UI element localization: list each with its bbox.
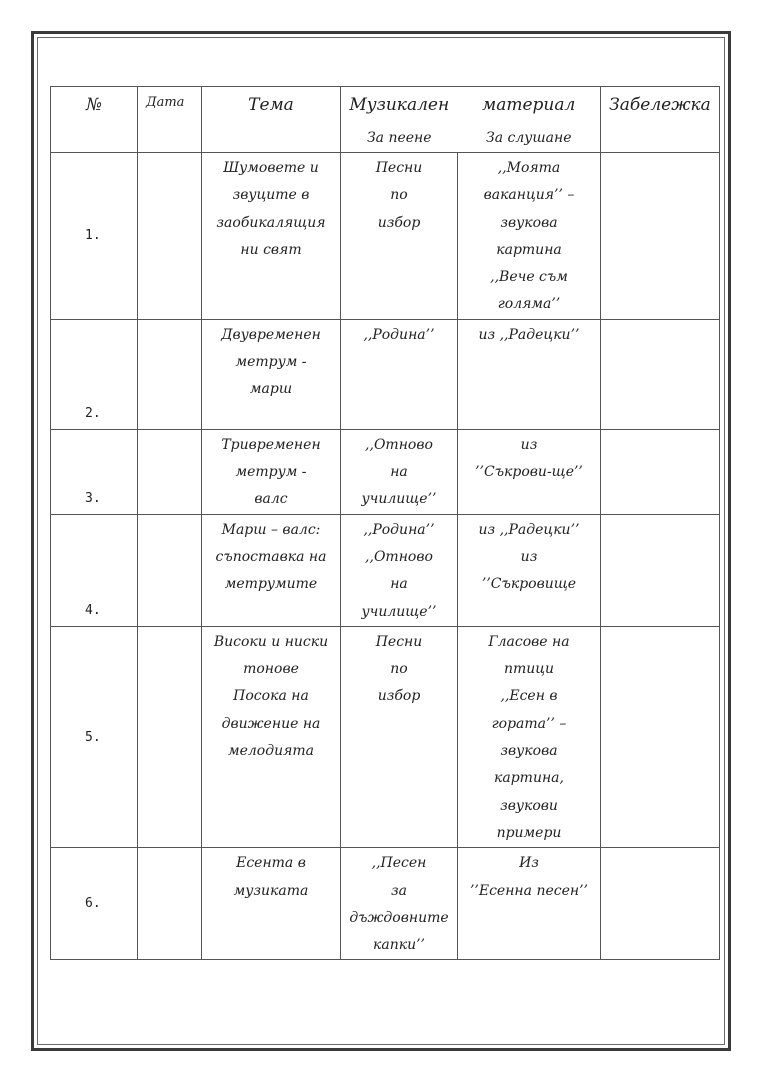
row-topic-line: заобикалящия [216,214,326,231]
row-topic-line: съпоставка на [215,548,327,565]
row-number: 4. [51,514,138,626]
header-topic: Тема [202,87,341,153]
row-topic-line: Посока на [233,688,309,705]
row-number: 3. [51,429,138,514]
row-sing-line: дъждовните [349,909,449,926]
row-listen [458,848,601,960]
row-note [601,626,720,847]
row-topic-line: Есента в [236,855,306,872]
row-sing [341,626,458,847]
row-listen-line: из ,,Радецки’’ [478,521,580,538]
row-sing-line: избор [377,214,421,231]
row-sing-line: по [390,187,408,204]
row-listen [458,626,601,847]
row-listen [458,514,601,626]
row-listen-line: примери [496,824,562,841]
row-listen-line: Гласове на [488,633,570,650]
row-listen-line: ,,Вече съм [490,269,568,286]
row-listen [458,319,601,429]
row-sing [341,153,458,320]
row-listen-line: гората’’ – [491,715,567,732]
row-sing-line: Песни [375,160,423,176]
row-listen-line: голяма’’ [497,296,561,313]
row-topic-line: метрум - [235,464,307,481]
table-row [51,153,720,320]
row-sing-line: ,,Отново [365,548,433,565]
row-listen-line: ’’Съкровище [481,576,577,593]
row-topic-line: валс [254,491,288,508]
row-topic-line: Шумовете и [223,160,319,176]
row-date [138,429,202,514]
row-sing-line: училище’’ [361,603,437,620]
row-date [138,848,202,960]
row-sing-line: на [390,576,408,593]
row-note [601,429,720,514]
row-sing-line: по [390,661,408,678]
row-topic-line: Високи и ниски [213,633,329,650]
row-topic-line: Марш – валс: [221,521,321,538]
row-topic-line: движение на [221,715,321,732]
header-material: материал [458,87,601,124]
header-note: Забележка [601,87,720,153]
row-topic [202,514,341,626]
row-topic-line: музиката [233,882,309,899]
row-topic-line: марш [249,381,293,398]
row-sing-line: на [390,464,408,481]
row-topic-line: тонове [243,661,299,678]
table-row [51,319,720,429]
row-topic-line: звуците в [232,187,310,204]
row-note [601,319,720,429]
row-listen-line: из ,,Радецки’’ [478,326,580,343]
row-sing-line: ,,Песен [371,855,427,872]
row-sing-line: капки’’ [372,937,425,954]
row-date [138,626,202,847]
row-number: 6. [51,848,138,960]
row-listen-line: ,,Есен в [500,688,558,705]
row-listen-line: из [520,436,538,453]
table-row [51,514,720,626]
row-listen-line: ’’Есенна песен’’ [469,882,589,899]
row-listen-line: ,,Моята [497,160,561,176]
row-listen-line: картина [496,241,562,258]
header-listen: За слушане [458,124,601,153]
row-listen-line: из [520,548,538,565]
row-sing [341,848,458,960]
row-listen [458,153,601,320]
row-sing-line: ,,Отново [365,436,433,453]
row-topic [202,848,341,960]
row-note [601,153,720,320]
row-topic-line: Тривременен [221,436,321,453]
header-sing: За пеене [341,124,458,153]
lesson-plan-table [50,86,720,960]
row-listen [458,429,601,514]
row-listen-line: звукова [500,743,558,760]
row-number: 2. [51,319,138,429]
row-listen-line: картина, [494,770,564,787]
row-topic [202,319,341,429]
table-row [51,626,720,847]
row-topic [202,626,341,847]
row-sing-line: Песни [375,633,423,650]
row-topic-line: ни свят [240,241,302,258]
row-sing [341,429,458,514]
row-number: 5. [51,626,138,847]
row-sing [341,319,458,429]
row-sing-line: за [391,882,407,899]
row-topic [202,429,341,514]
header-row [51,87,720,124]
row-number: 1. [51,153,138,320]
row-sing [341,514,458,626]
row-topic-line: метрум - [235,354,307,371]
row-topic-line: метрумите [224,576,318,593]
row-listen-line: звукова [500,214,558,231]
row-listen-line: ваканция’’ – [483,187,575,204]
row-topic [202,153,341,320]
row-sing-line: избор [377,688,421,705]
row-topic-line: мелодията [227,743,315,760]
row-note [601,514,720,626]
row-sing-line: ,,Родина’’ [363,326,435,343]
row-date [138,153,202,320]
row-listen-line: Из [519,855,539,872]
row-topic-line: Двувременен [221,326,321,343]
table-row [51,848,720,960]
row-sing-line: училище’’ [361,491,437,508]
row-listen-line: ’’Съкрови-ще’’ [475,464,583,481]
header-music: Музикален [341,87,458,124]
row-sing-line: ,,Родина’’ [363,521,435,538]
row-date [138,514,202,626]
row-note [601,848,720,960]
header-date: Дата [138,87,202,153]
row-date [138,319,202,429]
table-row [51,429,720,514]
header-no: № [51,87,138,153]
row-listen-line: птици [503,661,555,678]
row-listen-line: звукови [500,797,558,814]
